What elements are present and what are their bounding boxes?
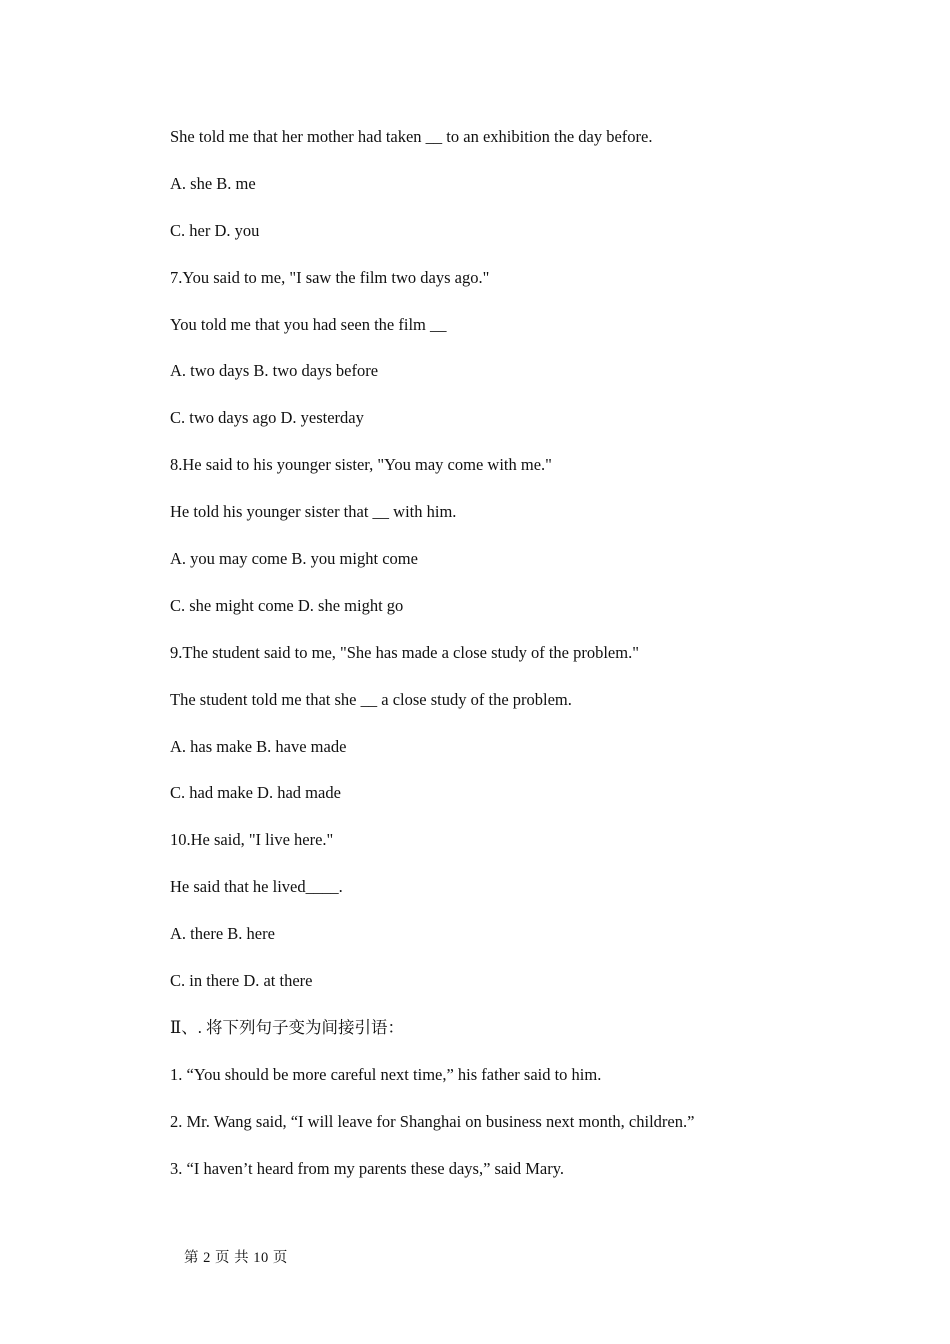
text-line: A. you may come B. you might come [170,549,418,569]
section-heading: Ⅱ、. 将下列句子变为间接引语： [170,1017,404,1037]
text-line: 8.He said to his younger sister, "You may come with me." [170,455,552,475]
text-line: C. had make D. had made [170,783,341,803]
text-line: C. her D. you [170,220,260,240]
text-line: C. she might come D. she might go [170,595,404,615]
text-line: 3. “I haven’t heard from my parents these days,” said Mary. [170,1158,565,1178]
text-line: She told me that her mother had taken __ to an exhibition the day before. [170,127,653,146]
page-footer: 第 2 页 共 10 页 [184,1250,288,1266]
text-line: 1. “You should be more careful next time,” his father said to him. [170,1064,602,1084]
text-line: He told his younger sister that __ with him. [170,502,457,522]
text-line: A. she B. me [170,173,256,193]
text-line: You told me that you had seen the film __ [170,314,447,334]
text-line: C. two days ago D. yesterday [170,408,364,428]
text-line: C. in there D. at there [170,971,313,991]
text-line: He said that he lived____. [170,877,343,897]
text-line: 10.He said, "I live here." [170,830,334,850]
text-line: A. there B. here [170,924,275,944]
text-line: 7.You said to me, "I saw the film two days ago." [170,267,490,287]
text-line: 2. Mr. Wang said, “I will leave for Shanghai on business next month, children.” [170,1111,695,1131]
text-line: 9.The student said to me, "She has made a close study of the problem." [170,642,639,662]
text-line: A. two days B. two days before [170,361,379,381]
document-body [170,125,890,1203]
text-line: A. has make B. have made [170,736,347,756]
text-line: The student told me that she __ a close study of the problem. [170,689,572,709]
